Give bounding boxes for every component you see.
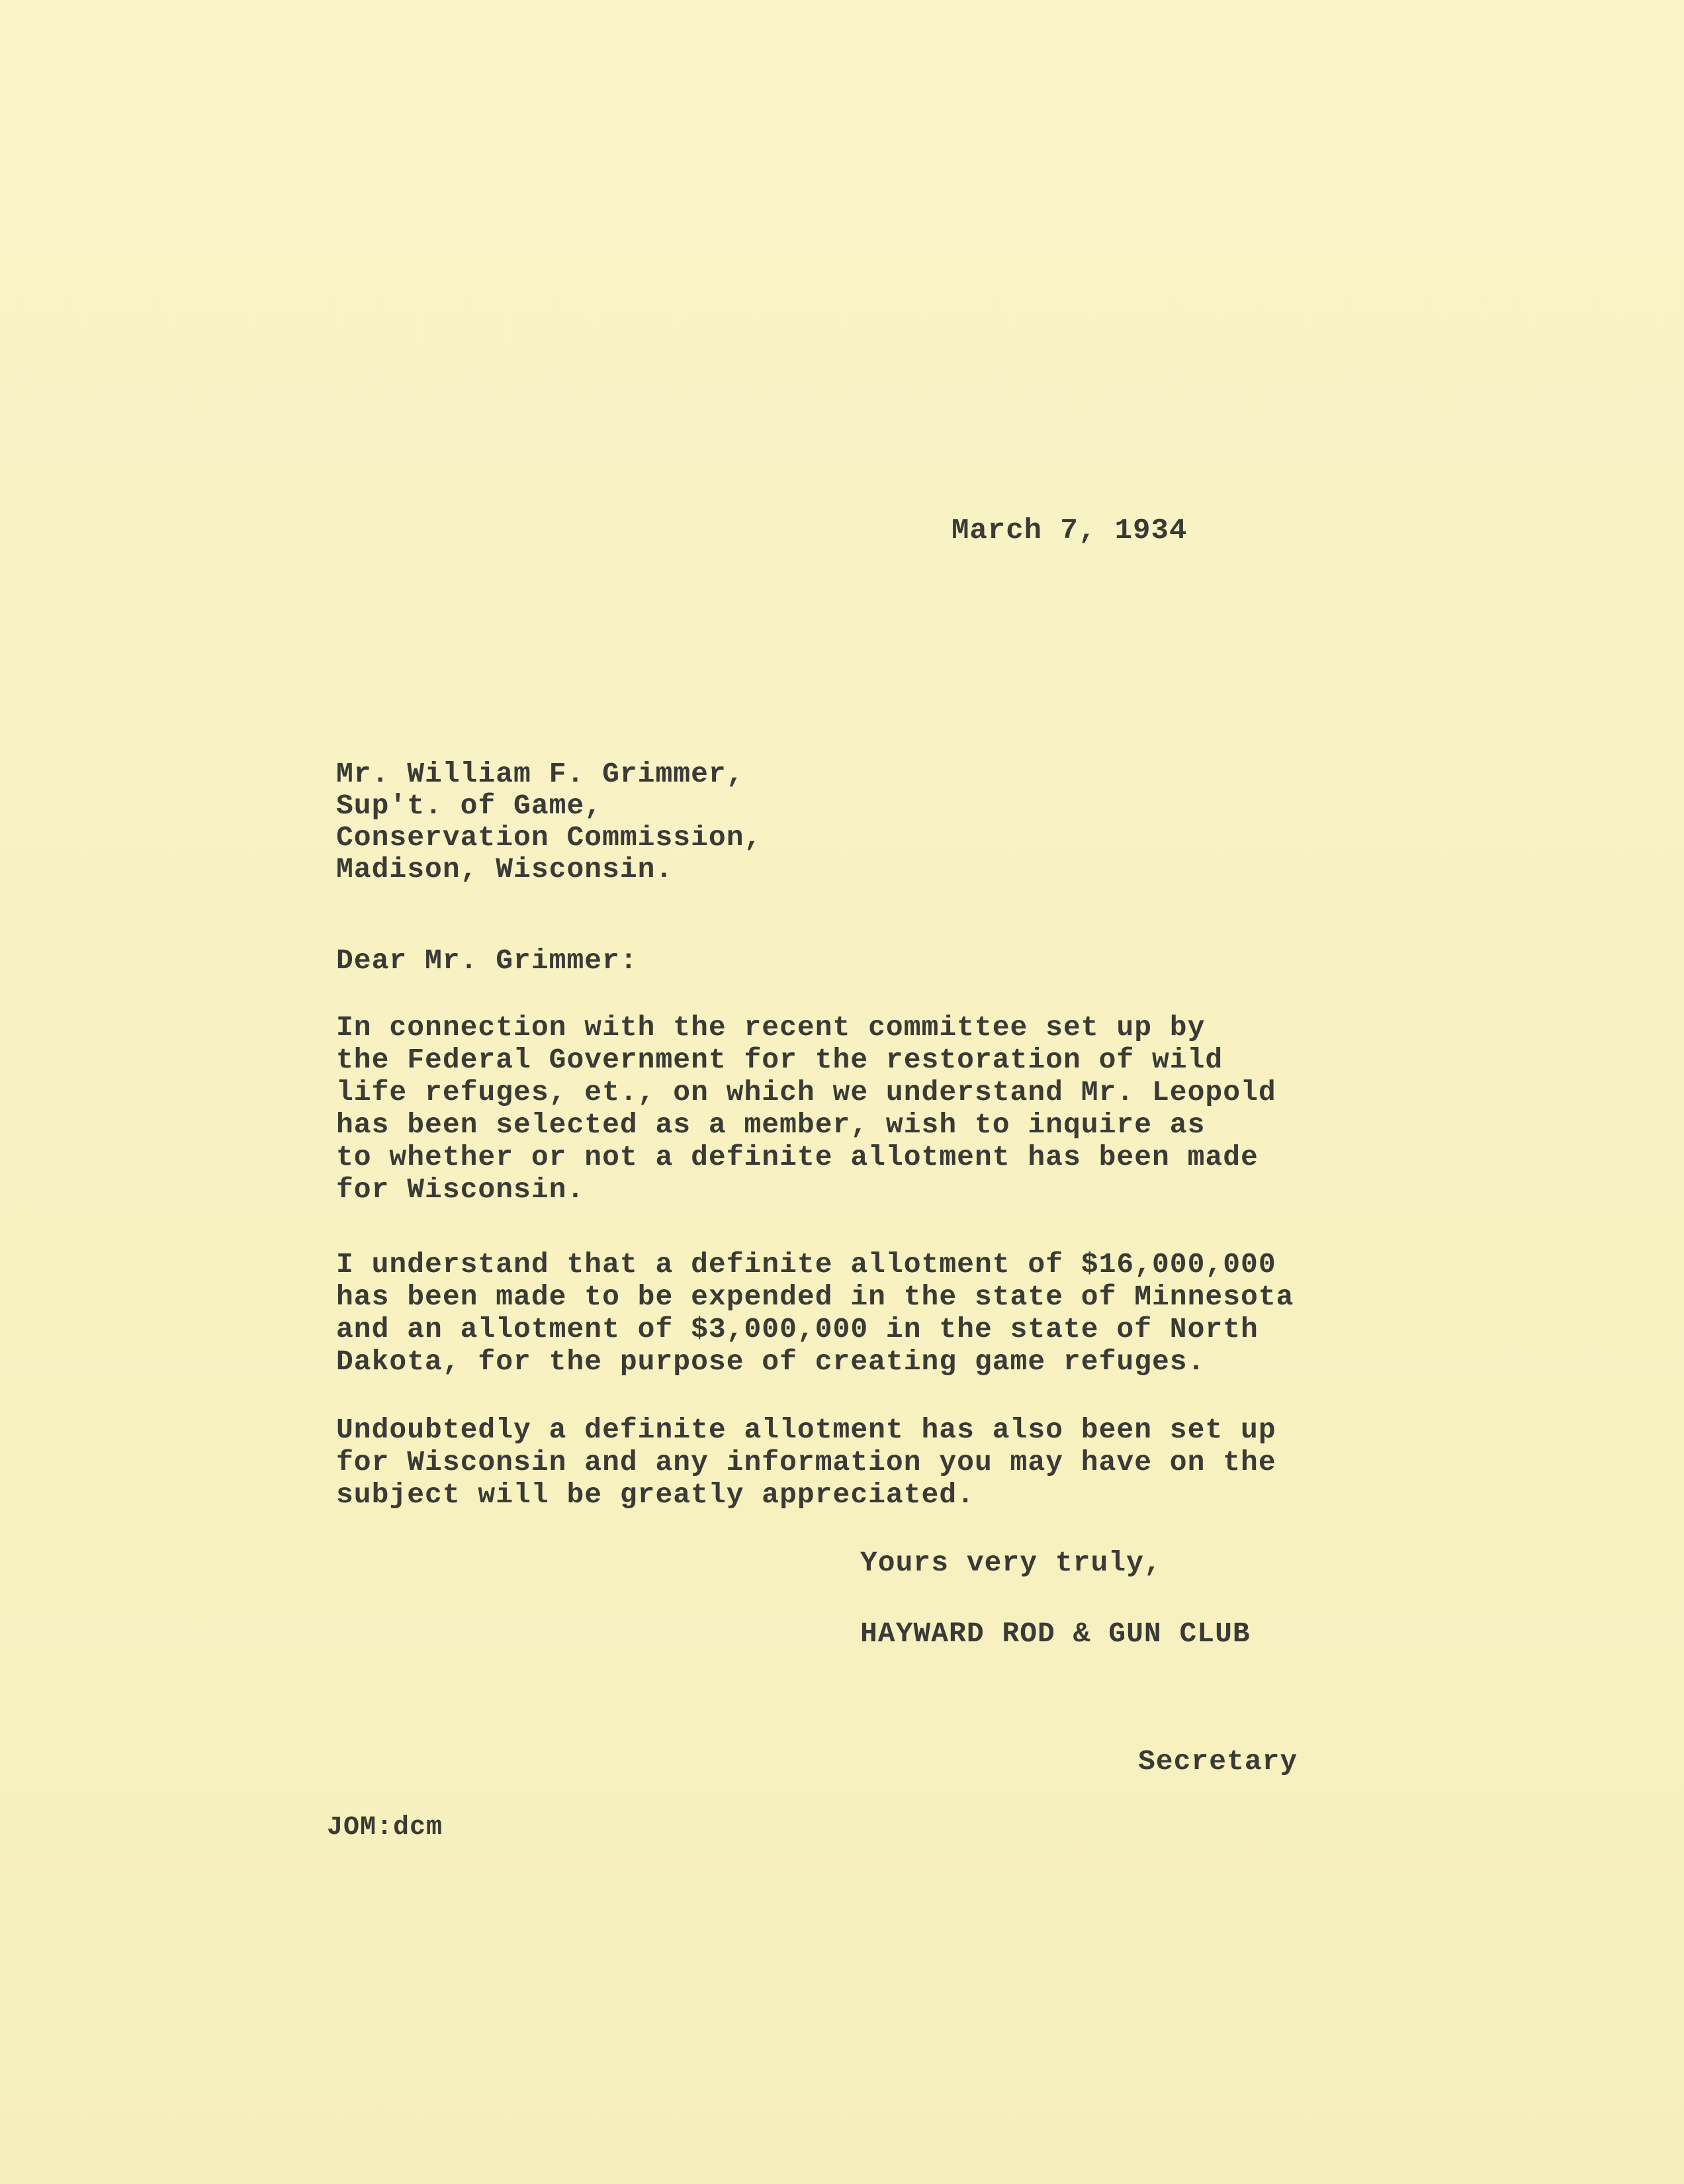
complimentary-closing: Yours very truly, [860,1547,1162,1579]
body-paragraph-1-line-4: has been selected as a member, wish to inquire as [336,1109,1206,1141]
body-paragraph-2-line-4: Dakota, for the purpose of creating game refuges. [336,1345,1206,1378]
body-paragraph-1-line-6: for Wisconsin. [336,1173,585,1206]
body-paragraph-2-line-1: I understand that a definite allotment of $16,000,000 [336,1248,1276,1281]
body-paragraph-3-line-1: Undoubtedly a definite allotment has also been set up [336,1414,1276,1446]
body-paragraph-1-line-5: to whether or not a definite allotment has been made [336,1141,1259,1173]
body-paragraph-3-line-3: subject will be greatly appreciated. [336,1479,975,1511]
body-paragraph-1-line-2: the Federal Government for the restoration of wild [336,1044,1223,1076]
letter-date: March 7, 1934 [952,514,1188,547]
address-line-city: Madison, Wisconsin. [336,853,674,886]
reference-initials: JOM:dcm [327,1813,443,1843]
organization-name: HAYWARD ROD & GUN CLUB [860,1617,1251,1650]
salutation: Dear Mr. Grimmer: [336,944,638,977]
body-paragraph-1-line-3: life refuges, et., on which we understand Mr. Leopold [336,1076,1276,1109]
address-line-name: Mr. William F. Grimmer, [336,758,744,790]
address-line-title: Sup't. of Game, [336,790,603,822]
body-paragraph-2-line-3: and an allotment of $3,000,000 in the state of North [336,1313,1259,1345]
body-paragraph-2-line-2: has been made to be expended in the state of Minnesota [336,1281,1294,1313]
body-paragraph-1-line-1: In connection with the recent committee set up by [336,1011,1206,1044]
body-paragraph-3-line-2: for Wisconsin and any information you may have on the [336,1446,1276,1479]
signer-title: Secretary [1138,1745,1298,1778]
address-line-organization: Conservation Commission, [336,821,762,854]
